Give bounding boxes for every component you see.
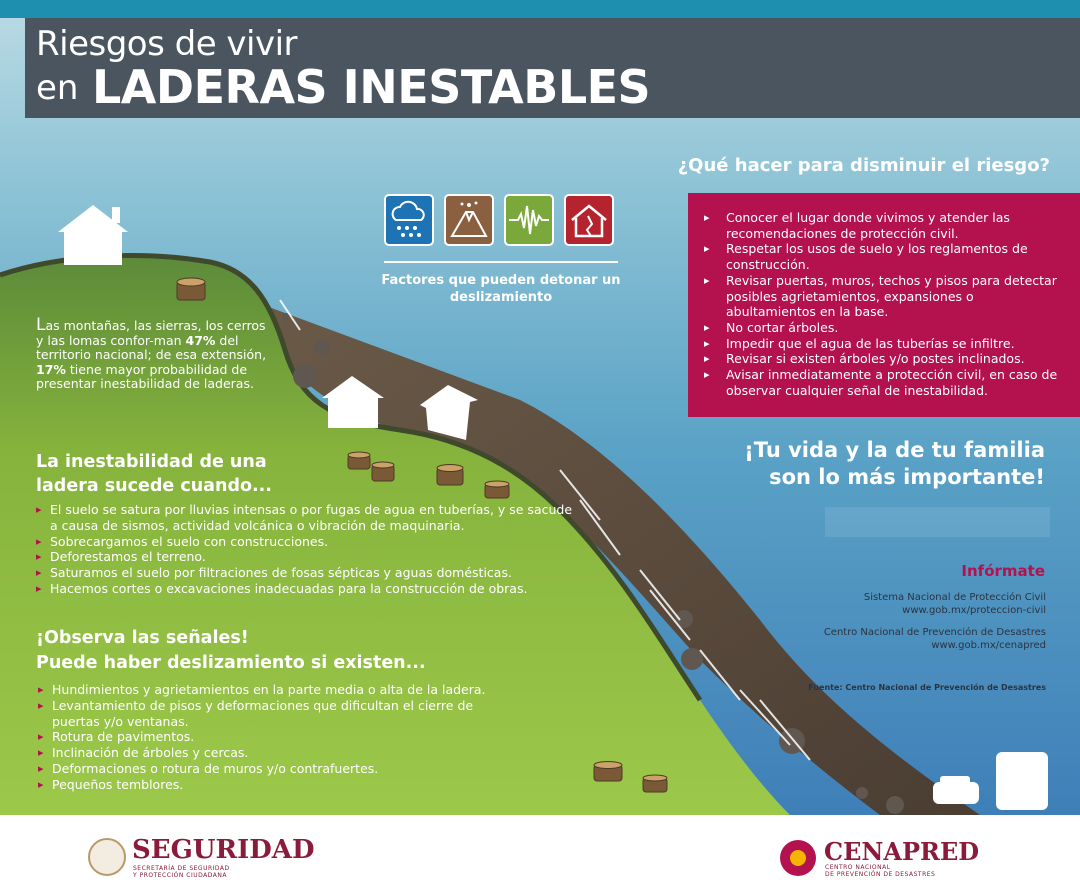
cenapred-sub2: DE PREVENCIÓN DE DESASTRES xyxy=(825,871,936,878)
cenapred-sub1: CENTRO NACIONAL xyxy=(825,864,891,871)
seguridad-sub2: Y PROTECCIÓN CIUDADANA xyxy=(133,872,227,879)
seguridad-sub1: SECRETARÍA DE SEGURIDAD xyxy=(133,865,230,872)
seguridad-seal-icon xyxy=(88,838,126,876)
actions-box xyxy=(688,193,1080,417)
damaged-house-icon xyxy=(564,194,614,246)
list-item: ▸ Saturamos el suelo por filtraciones de fosas sépticas y aguas domésticas. xyxy=(34,565,574,581)
list-item: ▸ Impedir que el agua de las tuberías se infiltre. xyxy=(688,336,1060,352)
list-item: ▸ Deforestamos el terreno. xyxy=(34,549,574,565)
list-item: ▸ No cortar árboles. xyxy=(688,320,1060,336)
list-item: ▸ Deformaciones o rotura de muros y/o contrafuertes. xyxy=(36,761,496,777)
list-item: ▸ Revisar puertas, muros, techos y pisos para detectar posibles agrietamientos, expansiones o abultamientos en la base. xyxy=(688,273,1060,320)
list-item: ▸ Rotura de pavimentos. xyxy=(36,729,496,745)
title-line2-prefix: en xyxy=(36,68,79,108)
intro-text-1: as montañas, las sierras, los cerros y las lomas confor-man xyxy=(36,318,266,348)
slogan-line1: ¡Tu vida y la de tu familia xyxy=(744,438,1045,462)
house-top xyxy=(58,205,128,265)
cenapred-title: CENAPRED xyxy=(824,837,980,866)
cenapred-logo-icon xyxy=(780,840,816,876)
slogan xyxy=(700,437,1045,491)
intro-pct-1: 47% xyxy=(185,332,216,348)
list-item: ▸ Conocer el lugar donde vivimos y atender las recomendaciones de protección civil. xyxy=(688,210,1060,241)
earthquake-icon xyxy=(504,194,554,246)
source-note: Fuente: Centro Nacional de Prevención de Desastres xyxy=(808,683,1046,692)
informate-title: Infórmate xyxy=(961,562,1045,580)
signals-title-1: ¡Observa las señales! xyxy=(36,628,249,648)
volcano-icon xyxy=(444,194,494,246)
list-item: ▸ Avisar inmediatamente a protección civil, en caso de observar cualquier señal de inestabilidad. xyxy=(688,367,1060,398)
list-item: ▸ Hundimientos y agrietamientos en la parte media o alta de la ladera. xyxy=(36,682,496,698)
org1-url[interactable]: www.gob.mx/proteccion-civil xyxy=(902,605,1046,616)
list-item: ▸ Sobrecargamos el suelo con construcciones. xyxy=(34,534,574,550)
org2-url[interactable]: www.gob.mx/cenapred xyxy=(931,640,1046,651)
intro-cap-letter: L xyxy=(36,315,46,335)
actions-list xyxy=(688,210,1060,398)
list-item: ▸ Revisar si existen árboles y/o postes inclinados. xyxy=(688,351,1060,367)
list-item: ▸ Inclinación de árboles y cercas. xyxy=(36,745,496,761)
factors-divider xyxy=(384,261,618,263)
instability-list xyxy=(34,502,574,597)
org1-name: Sistema Nacional de Protección Civil xyxy=(863,592,1046,603)
signals-list xyxy=(36,682,496,793)
org2-name: Centro Nacional de Prevención de Desastres xyxy=(823,627,1046,638)
instability-title: La inestabilidad de una ladera sucede cuando... xyxy=(36,452,272,496)
signals-title-2: Puede haber deslizamiento si existen... xyxy=(36,653,426,673)
intro-pct-2: 17% xyxy=(36,361,66,377)
list-item: ▸ Hacemos cortes o excavaciones inadecuadas para la construcción de obras. xyxy=(34,581,574,597)
actions-title: ¿Qué hacer para disminuir el riesgo? xyxy=(677,155,1050,176)
title-line1: Riesgos de vivir xyxy=(36,24,298,64)
vehicles xyxy=(933,752,1048,810)
list-item: ▸ Respetar los usos de suelo y los reglamentos de construcción. xyxy=(688,241,1060,272)
slogan-line2: son lo más importante! xyxy=(769,465,1045,489)
blank-banner xyxy=(825,507,1050,537)
list-item: ▸ Levantamiento de pisos y deformaciones que dificultan el cierre de puertas y/o ventanas. xyxy=(36,698,496,730)
intro-paragraph xyxy=(36,315,276,392)
list-item: ▸ Pequeños temblores. xyxy=(36,777,496,793)
list-item: ▸ El suelo se satura por lluvias intensas o por fugas de agua en tuberías, y se sacude a causa de sismos, actividad volcánica o vibración de maquinaria. xyxy=(34,502,574,534)
rain-icon xyxy=(384,194,434,246)
seguridad-title: SEGURIDAD xyxy=(132,835,315,865)
factors-caption: Factores que pueden detonar un deslizamiento xyxy=(381,273,621,305)
title-line2-emphasis: LADERAS INESTABLES xyxy=(92,60,651,114)
intro-text-3: tiene mayor probabilidad de presentar inestabilidad de laderas. xyxy=(36,361,254,392)
intro-text-2: del territorio nacional; de esa extensión, xyxy=(36,332,267,363)
